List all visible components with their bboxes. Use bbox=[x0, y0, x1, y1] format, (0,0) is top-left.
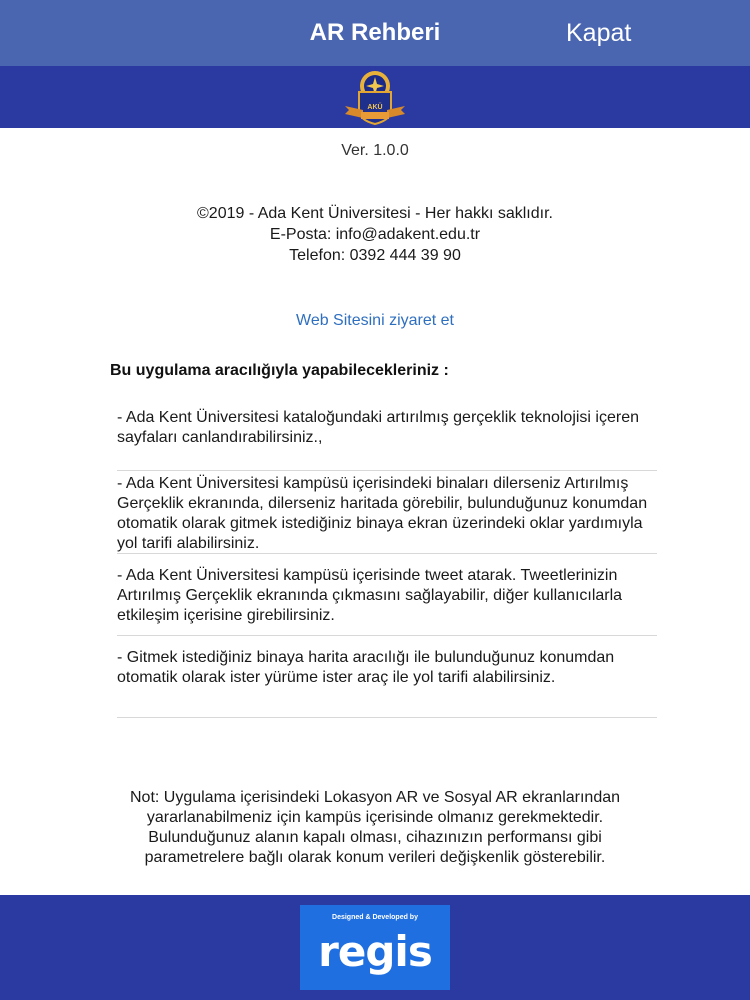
badge-caption: Designed & Developed by bbox=[332, 914, 418, 921]
about-content bbox=[0, 128, 750, 895]
regis-logo-text: regis bbox=[318, 927, 432, 976]
feature-item-1: - Ada Kent Üniversitesi kataloğundaki artırılmış gerçeklik teknolojisi içeren sayfaları canlandırabilirsiniz., bbox=[117, 409, 640, 446]
navigation-bar bbox=[0, 0, 750, 66]
close-button[interactable]: Kapat bbox=[566, 19, 632, 47]
copyright-text: ©2019 - Ada Kent Üniversitesi - Her hakkı saklıdır. bbox=[197, 205, 553, 222]
developer-badge[interactable] bbox=[300, 905, 450, 990]
page-title: AR Rehberi bbox=[309, 19, 441, 46]
website-link[interactable]: Web Sitesini ziyaret et bbox=[296, 312, 454, 329]
email-text: E-Posta: info@adakent.edu.tr bbox=[269, 226, 481, 243]
logo-band bbox=[0, 66, 750, 128]
feature-item-3: - Ada Kent Üniversitesi kampüsü içerisinde tweet atarak. Tweetlerinizin Artırılmış Gerçeklik ekranında çıkmasını sağlayabilir, diğer kullanıcılarla etkileşim içerisine girebilirsiniz. bbox=[117, 567, 623, 624]
feature-item-4: - Gitmek istediğiniz binaya harita aracılığı ile bulunduğunuz konumdan otomatik olarak ister yürüme ister araç ile yol tarifi alabilirsiniz. bbox=[117, 649, 615, 686]
feature-divider bbox=[117, 635, 657, 636]
university-crest-icon bbox=[333, 66, 417, 128]
note-text: Not: Uygulama içerisindeki Lokasyon AR ve Sosyal AR ekranlarından yararlanabilmeniz için kampüs içerisinde olmanız gerekmektedir. Bulunduğunuz alanın kapalı olması, cihazınızın performansı gibi parametrelere bağlı olarak konum verileri değişkenlik gösterebilir. bbox=[129, 789, 621, 866]
footer bbox=[0, 895, 750, 1000]
version-label: Ver. 1.0.0 bbox=[341, 142, 409, 159]
feature-item-2: - Ada Kent Üniversitesi kampüsü içerisindeki binaları dilerseniz Artırılmış Gerçeklik ekranında, dilerseniz haritada görebilir, bulunduğunuz konumdan otomatik olarak gitmek istediğiniz binaya ekran üzerindeki oklar yardımıyla yol tarifi alabilirsiniz. bbox=[117, 475, 648, 552]
phone-text: Telefon: 0392 444 39 90 bbox=[289, 247, 461, 264]
feature-divider bbox=[117, 553, 657, 554]
feature-divider bbox=[117, 717, 657, 718]
crest-text: AKÜ bbox=[367, 104, 383, 111]
features-heading: Bu uygulama aracılığıyla yapabilecekleriniz : bbox=[110, 362, 449, 379]
contact-info bbox=[0, 203, 750, 266]
feature-divider bbox=[117, 470, 657, 471]
